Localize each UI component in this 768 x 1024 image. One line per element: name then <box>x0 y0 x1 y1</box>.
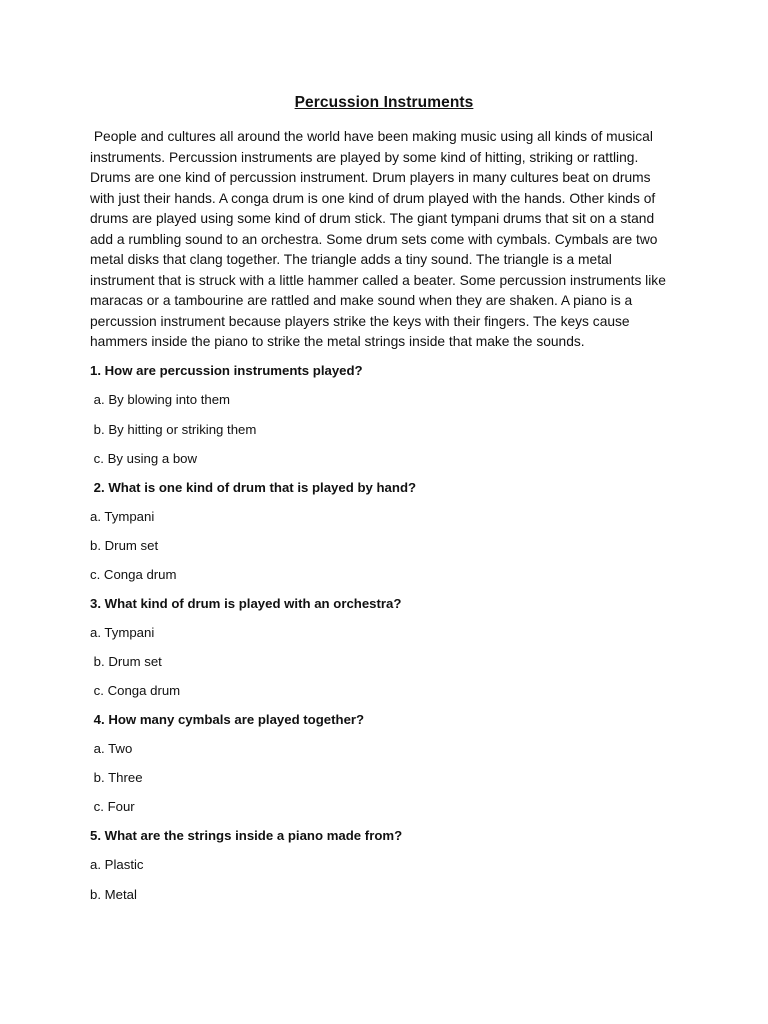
question-3-option-c: c. Conga drum <box>90 683 181 698</box>
passage-line: instruments. Percussion instruments are played by some kind of hitting, striking or rattling. <box>90 149 639 165</box>
question-2-option-b: b. Drum set <box>90 538 159 553</box>
question-5-option-b: b. Metal <box>90 887 137 902</box>
question-1: 1. How are percussion instruments played? <box>90 363 363 378</box>
question-2: 2. What is one kind of drum that is played by hand? <box>90 480 417 495</box>
question-3: 3. What kind of drum is played with an orchestra? <box>90 596 402 611</box>
passage-line: add a rumbling sound to an orchestra. Some drum sets come with cymbals. Cymbals are two <box>90 231 658 247</box>
question-4: 4. How many cymbals are played together? <box>90 712 365 727</box>
passage-line: People and cultures all around the world have been making music using all kinds of musical <box>90 129 653 144</box>
passage-line: instrument that is struck with a little hammer called a beater. Some percussion instruments like <box>90 272 666 288</box>
passage-line: Drums are one kind of percussion instrument. Drum players in many cultures beat on drums <box>90 170 651 185</box>
question-4-option-a: a. Two <box>90 741 133 756</box>
question-3-option-a: a. Tympani <box>90 625 155 640</box>
passage-line: hammers inside the piano to strike the metal strings inside that make the sounds. <box>90 334 585 349</box>
question-2-option-a: a. Tympani <box>90 509 155 524</box>
question-4-option-c: c. Four <box>90 799 135 814</box>
passage-line: metal disks that clang together. The triangle adds a tiny sound. The triangle is a metal <box>90 252 612 267</box>
question-3-option-b: b. Drum set <box>90 654 162 669</box>
question-1-option-b: b. By hitting or striking them <box>90 422 257 437</box>
passage-line: drums are played using some kind of drum stick. The giant tympani drums that sit on a stand <box>90 211 655 226</box>
reading-passage <box>90 127 686 353</box>
question-4-option-b: b. Three <box>90 770 143 785</box>
question-1-option-a: a. By blowing into them <box>90 392 231 407</box>
question-5: 5. What are the strings inside a piano made from? <box>90 828 403 843</box>
passage-line: maracas or a tambourine are rattled and make sound when they are shaken. A piano is a <box>90 293 633 308</box>
page-title: Percussion Instruments <box>294 94 474 111</box>
question-2-option-c: c. Conga drum <box>90 567 177 582</box>
passage-line: with just their hands. A conga drum is one kind of drum played with the hands. Other kinds of <box>90 190 656 206</box>
passage-line: percussion instrument because players strike the keys with their fingers. The keys cause <box>90 313 630 329</box>
question-5-option-a: a. Plastic <box>90 857 144 872</box>
question-1-option-c: c. By using a bow <box>90 451 198 466</box>
